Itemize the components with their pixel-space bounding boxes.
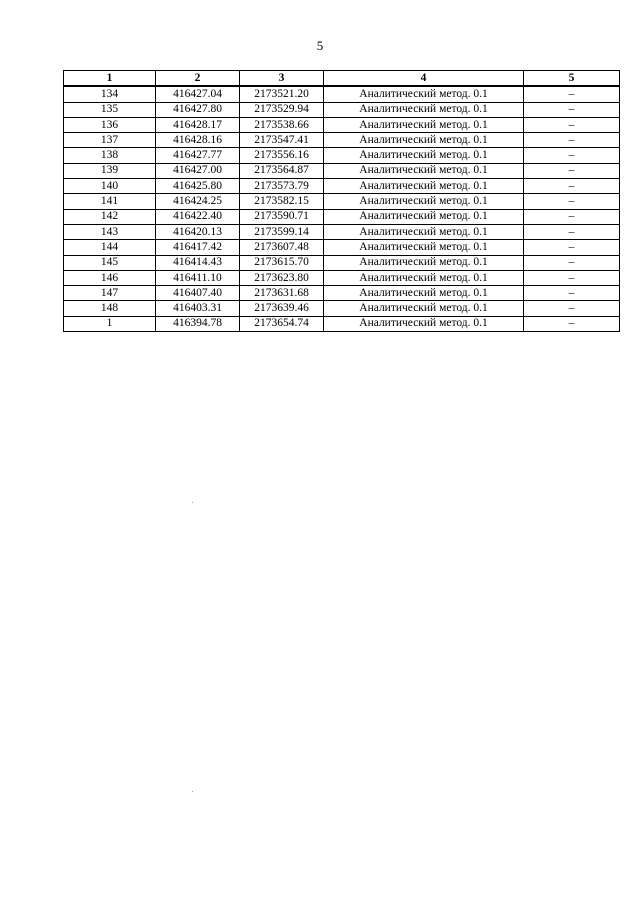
point-number-cell: 140 <box>64 179 156 194</box>
description-cell: – <box>524 270 620 285</box>
y-coordinate-cell: 2173547.41 <box>240 133 324 148</box>
x-coordinate-cell: 416411.10 <box>156 270 240 285</box>
description-cell: – <box>524 148 620 163</box>
table-header-row <box>64 71 620 87</box>
method-cell: Аналитический метод. 0.1 <box>324 240 524 255</box>
method-cell: Аналитический метод. 0.1 <box>324 133 524 148</box>
x-coordinate-cell: 416424.25 <box>156 194 240 209</box>
table-row <box>64 286 620 301</box>
x-coordinate-cell: 416427.77 <box>156 148 240 163</box>
point-number-cell: 136 <box>64 117 156 132</box>
description-cell: – <box>524 224 620 239</box>
page-number: 5 <box>316 38 324 53</box>
table-row <box>64 270 620 285</box>
x-coordinate-cell: 416425.80 <box>156 179 240 194</box>
coordinates-table <box>63 70 620 332</box>
table-row <box>64 86 620 102</box>
y-coordinate-cell: 2173639.46 <box>240 301 324 316</box>
description-cell: – <box>524 163 620 178</box>
point-number-cell: 134 <box>64 86 156 102</box>
method-cell: Аналитический метод. 0.1 <box>324 102 524 117</box>
y-coordinate-cell: 2173654.74 <box>240 316 324 331</box>
point-number-cell: 148 <box>64 301 156 316</box>
x-coordinate-cell: 416427.04 <box>156 86 240 102</box>
point-number-cell: 145 <box>64 255 156 270</box>
x-coordinate-cell: 416428.16 <box>156 133 240 148</box>
point-number-cell: 139 <box>64 163 156 178</box>
description-cell: – <box>524 102 620 117</box>
method-cell: Аналитический метод. 0.1 <box>324 286 524 301</box>
point-number-cell: 144 <box>64 240 156 255</box>
description-cell: – <box>524 117 620 132</box>
method-cell: Аналитический метод. 0.1 <box>324 270 524 285</box>
description-cell: – <box>524 316 620 331</box>
y-coordinate-cell: 2173607.48 <box>240 240 324 255</box>
description-cell: – <box>524 194 620 209</box>
point-number-cell: 142 <box>64 209 156 224</box>
x-coordinate-cell: 416407.40 <box>156 286 240 301</box>
x-coordinate-cell: 416394.78 <box>156 316 240 331</box>
y-coordinate-cell: 2173582.15 <box>240 194 324 209</box>
table-row <box>64 179 620 194</box>
description-cell: – <box>524 86 620 102</box>
method-cell: Аналитический метод. 0.1 <box>324 179 524 194</box>
y-coordinate-cell: 2173564.87 <box>240 163 324 178</box>
x-coordinate-cell: 416427.80 <box>156 102 240 117</box>
method-cell: Аналитический метод. 0.1 <box>324 301 524 316</box>
y-coordinate-cell: 2173590.71 <box>240 209 324 224</box>
column-header: 1 <box>64 71 156 87</box>
table-header <box>64 71 620 87</box>
x-coordinate-cell: 416417.42 <box>156 240 240 255</box>
method-cell: Аналитический метод. 0.1 <box>324 224 524 239</box>
method-cell: Аналитический метод. 0.1 <box>324 194 524 209</box>
method-cell: Аналитический метод. 0.1 <box>324 255 524 270</box>
point-number-cell: 141 <box>64 194 156 209</box>
y-coordinate-cell: 2173538.66 <box>240 117 324 132</box>
point-number-cell: 143 <box>64 224 156 239</box>
table-row <box>64 316 620 331</box>
y-coordinate-cell: 2173521.20 <box>240 86 324 102</box>
point-number-cell: 146 <box>64 270 156 285</box>
description-cell: – <box>524 240 620 255</box>
x-coordinate-cell: 416403.31 <box>156 301 240 316</box>
description-cell: – <box>524 179 620 194</box>
table-row <box>64 194 620 209</box>
point-number-cell: 147 <box>64 286 156 301</box>
point-number-cell: 138 <box>64 148 156 163</box>
x-coordinate-cell: 416427.00 <box>156 163 240 178</box>
column-header: 4 <box>324 71 524 87</box>
y-coordinate-cell: 2173623.80 <box>240 270 324 285</box>
method-cell: Аналитический метод. 0.1 <box>324 209 524 224</box>
method-cell: Аналитический метод. 0.1 <box>324 316 524 331</box>
description-cell: – <box>524 255 620 270</box>
table-row <box>64 255 620 270</box>
x-coordinate-cell: 416420.13 <box>156 224 240 239</box>
table-row <box>64 224 620 239</box>
y-coordinate-cell: 2173631.68 <box>240 286 324 301</box>
column-header: 3 <box>240 71 324 87</box>
method-cell: Аналитический метод. 0.1 <box>324 117 524 132</box>
table-row <box>64 209 620 224</box>
scan-speck <box>192 791 193 792</box>
table-row <box>64 133 620 148</box>
table-body <box>64 86 620 331</box>
x-coordinate-cell: 416414.43 <box>156 255 240 270</box>
point-number-cell: 1 <box>64 316 156 331</box>
y-coordinate-cell: 2173529.94 <box>240 102 324 117</box>
table-row <box>64 240 620 255</box>
x-coordinate-cell: 416428.17 <box>156 117 240 132</box>
description-cell: – <box>524 133 620 148</box>
description-cell: – <box>524 301 620 316</box>
y-coordinate-cell: 2173556.16 <box>240 148 324 163</box>
method-cell: Аналитический метод. 0.1 <box>324 163 524 178</box>
column-header: 5 <box>524 71 620 87</box>
method-cell: Аналитический метод. 0.1 <box>324 148 524 163</box>
y-coordinate-cell: 2173615.70 <box>240 255 324 270</box>
x-coordinate-cell: 416422.40 <box>156 209 240 224</box>
description-cell: – <box>524 286 620 301</box>
point-number-cell: 135 <box>64 102 156 117</box>
y-coordinate-cell: 2173573.79 <box>240 179 324 194</box>
table-row <box>64 163 620 178</box>
description-cell: – <box>524 209 620 224</box>
table-row <box>64 102 620 117</box>
column-header: 2 <box>156 71 240 87</box>
table-row <box>64 148 620 163</box>
scan-speck <box>192 502 193 503</box>
method-cell: Аналитический метод. 0.1 <box>324 86 524 102</box>
y-coordinate-cell: 2173599.14 <box>240 224 324 239</box>
table-row <box>64 301 620 316</box>
table-row <box>64 117 620 132</box>
point-number-cell: 137 <box>64 133 156 148</box>
